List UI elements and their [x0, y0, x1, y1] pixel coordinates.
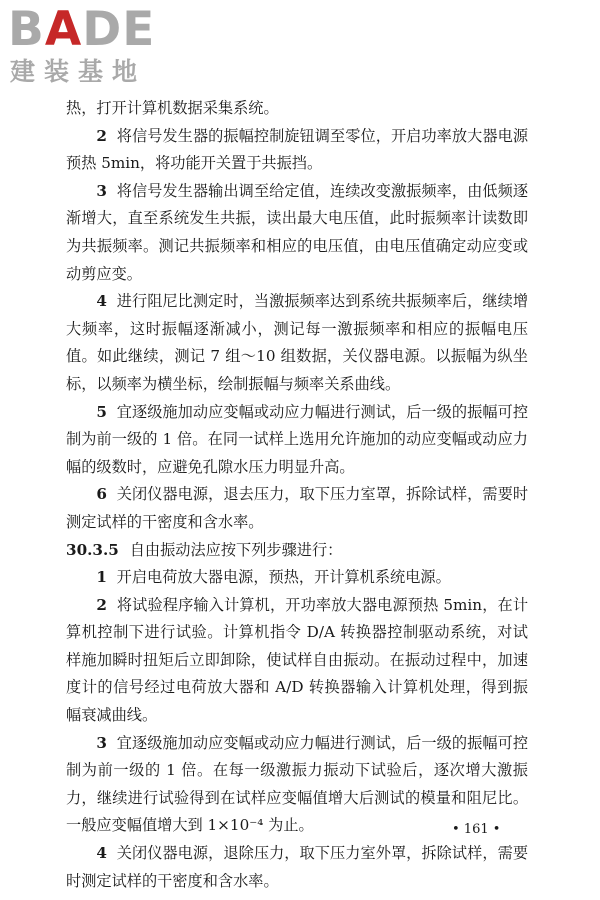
step-text: 进行阻尼比测定时，当激振频率达到系统共振频率后，继续增大频率，这时振幅逐渐减小，测记每一激振频率和相应的振幅电压值。如此继续，测记 7 组～10 组数据，关仪器电源。以振幅为纵坐标，以频率为横坐标，绘制振幅与频率关系曲线。 — [66, 292, 528, 393]
logo-letters-de: DE — [82, 2, 156, 57]
step-text: 宜逐级施加动应变幅或动应力幅进行测试，后一级的振幅可控制为前一级的 1 倍。在每一级激振力振动下试验后，逐次增大激振力，继续进行试验得到在试样应变幅值增大后测试的模量和阻尼比。一般应变幅值增大到 1×10⁻⁴ 为止。 — [66, 733, 528, 835]
step-paragraph — [66, 840, 528, 895]
step-text: 将试验程序输入计算机，开功率放大器电源预热 5min，在计算机控制下进行试验。计算机指令 D/A 转换器控制驱动系统，对试样施加瞬时扭矩后立即卸除，使试样自由振动。在振动过程中，加速度计的信号经过电荷放大器和 A/D 转换器输入计算机处理，得到振幅衰减曲线。 — [66, 595, 529, 725]
bade-logo — [8, 4, 178, 88]
step-text: 关闭仪器电源，退去压力，取下压力室罩，拆除试样，需要时测定试样的干密度和含水率。 — [66, 485, 528, 531]
step-paragraph — [66, 288, 528, 398]
continuation-paragraph: 热，打开计算机数据采集系统。 — [66, 99, 279, 117]
logo-wordmark — [8, 4, 155, 56]
step-text: 开启电荷放大器电源，预热，开计算机系统电源。 — [116, 568, 451, 587]
step-number: 1 — [96, 568, 107, 587]
step-paragraph — [66, 399, 528, 482]
step-text: 将信号发生器的振幅控制旋钮调至零位，开启功率放大器电源预热 5min，将功能开关置于共振挡。 — [66, 126, 528, 173]
step-number: 2 — [96, 595, 107, 614]
step-number: 3 — [96, 181, 107, 200]
step-number: 4 — [96, 844, 107, 863]
step-text: 关闭仪器电源，退除压力，取下压力室外罩，拆除试样，需要时测定试样的干密度和含水率。 — [66, 844, 528, 890]
step-paragraph — [66, 481, 528, 536]
section-title: 自由振动法应按下列步骤进行： — [129, 540, 343, 559]
step-paragraph — [66, 564, 528, 592]
step-paragraph — [66, 592, 528, 730]
step-number: 5 — [96, 402, 107, 421]
logo-subtitle: 建装基地 — [10, 57, 147, 86]
step-number: 6 — [96, 485, 107, 504]
step-paragraph — [66, 123, 528, 178]
section-number: 30.3.5 — [66, 540, 119, 559]
step-number: 2 — [96, 126, 107, 145]
step-number: 3 — [96, 733, 107, 752]
step-text: 宜逐级施加动应变幅或动应力幅进行测试，后一级的振幅可控制为前一级的 1 倍。在同一试样上选用允许施加的动应变幅或动应力幅的级数时，应避免孔隙水压力明显升高。 — [66, 402, 528, 476]
section-heading — [66, 537, 528, 565]
page-number: • 161 • — [452, 822, 501, 837]
step-number: 4 — [96, 292, 107, 311]
document-body — [66, 95, 528, 895]
logo-letter-b: B — [8, 2, 45, 57]
step-paragraph — [66, 178, 528, 288]
step-text: 将信号发生器输出调至给定值，连续改变激振频率，由低频逐渐增大，直至系统发生共振，读出最大电压值，此时振频率计读数即为共振频率。测记共振频率和相应的电压值，由电压值确定动应变或动剪应变。 — [66, 181, 528, 283]
logo-letter-a: A — [44, 2, 83, 57]
